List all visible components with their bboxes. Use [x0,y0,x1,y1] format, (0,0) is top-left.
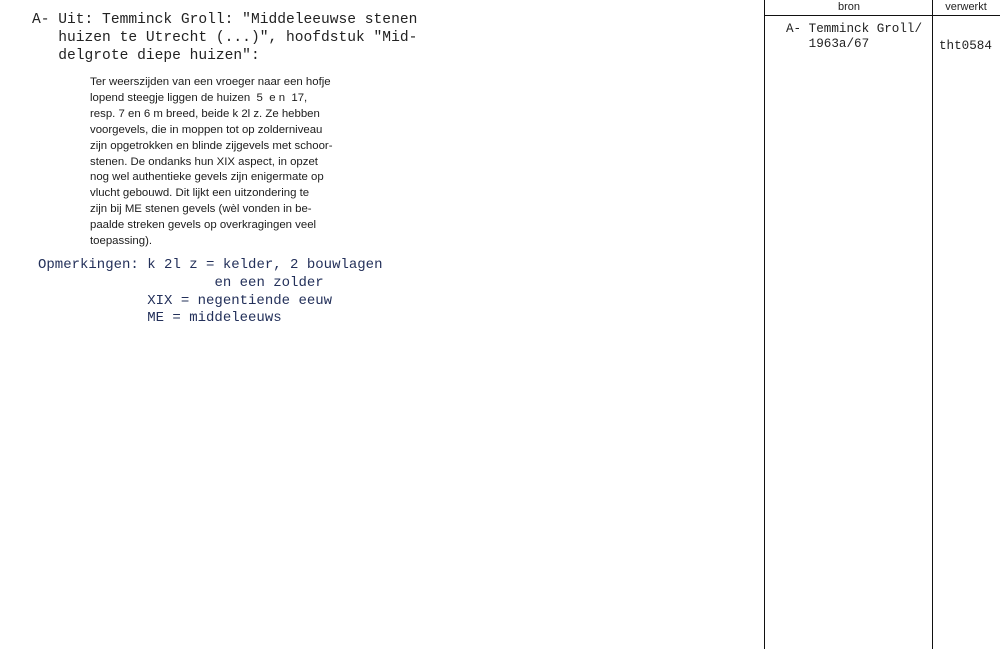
remarks-row [38,310,418,328]
heading-line: A- Uit: Temminck Groll: "Middeleeuwse stenen [32,12,418,28]
quote-line: toepassing). [90,235,153,248]
remark-line: k 2l z = kelder, 2 bouwlagen [147,257,383,273]
quote-line: stenen. De ondanks hun XIX aspect, in opzet [90,155,318,168]
bron-entry [786,22,922,52]
quote-line: zijn bij ME stenen gevels (wèl vonden in be- [90,203,312,216]
quoted-text [90,75,400,250]
verwerkt-header: verwerkt [945,1,987,13]
bron-entry-line: 1963a/67 [786,37,870,51]
quote-line: lopend steegje liggen de huizen 5 e n 17, [90,91,308,104]
verwerkt-column-divider [932,0,933,649]
bron-column-divider [764,0,765,649]
remark-line: ME = middeleeuws [147,310,282,327]
remarks-row [38,293,418,311]
quote-line: vlucht gebouwd. Dit lijkt een uitzondering te [90,187,310,200]
verwerkt-entry: tht0584 [939,39,992,53]
bron-entry-line: A- Temminck Groll/ [786,22,923,36]
remark-line: en een zolder [138,274,324,291]
quote-line: Ter weerszijden van een vroeger naar een hofje [90,76,331,88]
remarks-row [38,257,418,275]
quote-line: paalde streken gevels op overkragingen veel [90,219,317,232]
quote-line: voorgevels, die in moppen tot op zolderniveau [90,123,323,136]
column-header-rule [764,15,1000,16]
remarks-label: Opmerkingen: [38,257,139,273]
source-heading [32,11,422,65]
heading-line: huizen te Utrecht (...)", hoofdstuk "Mid- [32,30,418,46]
quote-line: zijn opgetrokken en blinde zijgevels met schoor- [90,139,333,152]
remarks-row [38,275,418,293]
remarks-block [38,257,418,328]
heading-line: delgrote diepe huizen": [32,48,260,64]
quote-line: resp. 7 en 6 m breed, beide k 2l z. Ze hebben [90,107,320,120]
quote-line: nog wel authentieke gevels zijn enigermate op [90,171,324,184]
bron-header: bron [837,1,861,13]
remark-line: XIX = negentiende eeuw [147,292,333,309]
